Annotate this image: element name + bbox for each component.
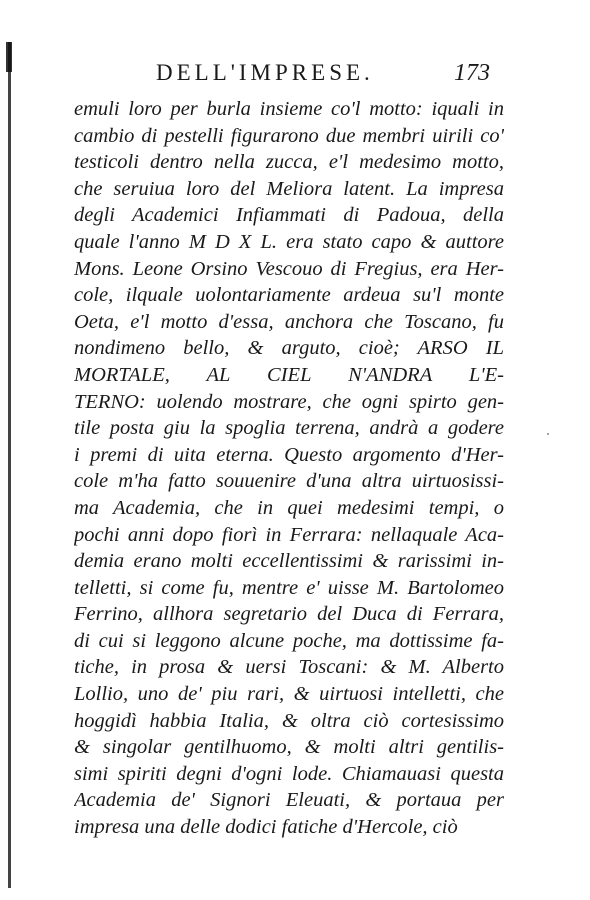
text-line: telletti, si come fu, mentre e' uisse M. Bartolomeo [74, 576, 504, 599]
text-line: demia erano molti eccellentissimi & rarissimi in- [74, 550, 504, 573]
text-line: Academia de' Signori Eleuati, & portaua per [74, 789, 504, 812]
text-line: ma Academia, che in quei medesimi tempi, o [74, 496, 504, 519]
text-line: cambio di pestelli figurarono due membri uirili co' [74, 124, 504, 147]
text-line: i premi di uita eterna. Questo argomento d'Her- [74, 443, 504, 466]
body-text [74, 96, 504, 841]
text-line: tile posta giu la spoglia terrena, andrà a godere [74, 417, 504, 440]
text-line: quale l'anno M D X L. era stato capo & auttore [74, 230, 504, 253]
binding-edge [8, 42, 11, 888]
text-line: hoggidì habbia Italia, & oltra ciò cortesissimo [74, 709, 504, 732]
text-line: pochi anni dopo fiorì in Ferrara: nellaquale Aca- [74, 523, 504, 546]
text-line: testicoli dentro nella zucca, e'l medesimo motto, [74, 151, 504, 174]
text-line: Ferrino, allhora segretario del Duca di Ferrara, [74, 603, 504, 626]
text-line: cole, ilquale uolontariamente ardeua su'l monte [74, 284, 504, 307]
ink-speck [547, 433, 549, 435]
text-line: MORTALE, AL CIEL N'ANDRA L'E- [74, 363, 504, 386]
text-line: Mons. Leone Orsino Vescouo di Fregius, era Her- [74, 257, 504, 280]
text-line: impresa una delle dodici fatiche d'Hercole, ciò [74, 816, 458, 839]
text-line: & singolar gentilhuomo, & molti altri gentilis- [74, 736, 504, 759]
running-head: DELL'IMPRESE. [156, 60, 374, 85]
text-line: Oeta, e'l motto d'essa, anchora che Toscano, fu [74, 310, 504, 333]
text-line: simi spiriti degni d'ogni lode. Chiamauasi questa [74, 762, 504, 785]
text-line: degli Academici Infiammati di Padoua, della [74, 204, 504, 227]
text-line: cole m'ha fatto souuenire d'una altra uirtuosissi- [74, 470, 504, 493]
page-header [120, 60, 530, 96]
text-line: Lollio, uno de' piu rari, & uirtuosi intelletti, che [74, 683, 504, 706]
text-line: che seruiua loro del Meliora latent. La impresa [74, 177, 504, 200]
text-line: di cui si leggono alcune poche, ma dottissime fa- [74, 629, 504, 652]
page-number: 173 [454, 60, 490, 86]
binding-edge-tip [6, 42, 12, 72]
text-line: nondimeno bello, & arguto, cioè; ARSO IL [74, 337, 504, 360]
text-line: TERNO: uolendo mostrare, che ogni spirto gen- [74, 390, 504, 413]
text-line: emuli loro per burla insieme co'l motto: iquali in [74, 98, 504, 120]
text-line: tiche, in prosa & uersi Toscani: & M. Alberto [74, 656, 504, 679]
